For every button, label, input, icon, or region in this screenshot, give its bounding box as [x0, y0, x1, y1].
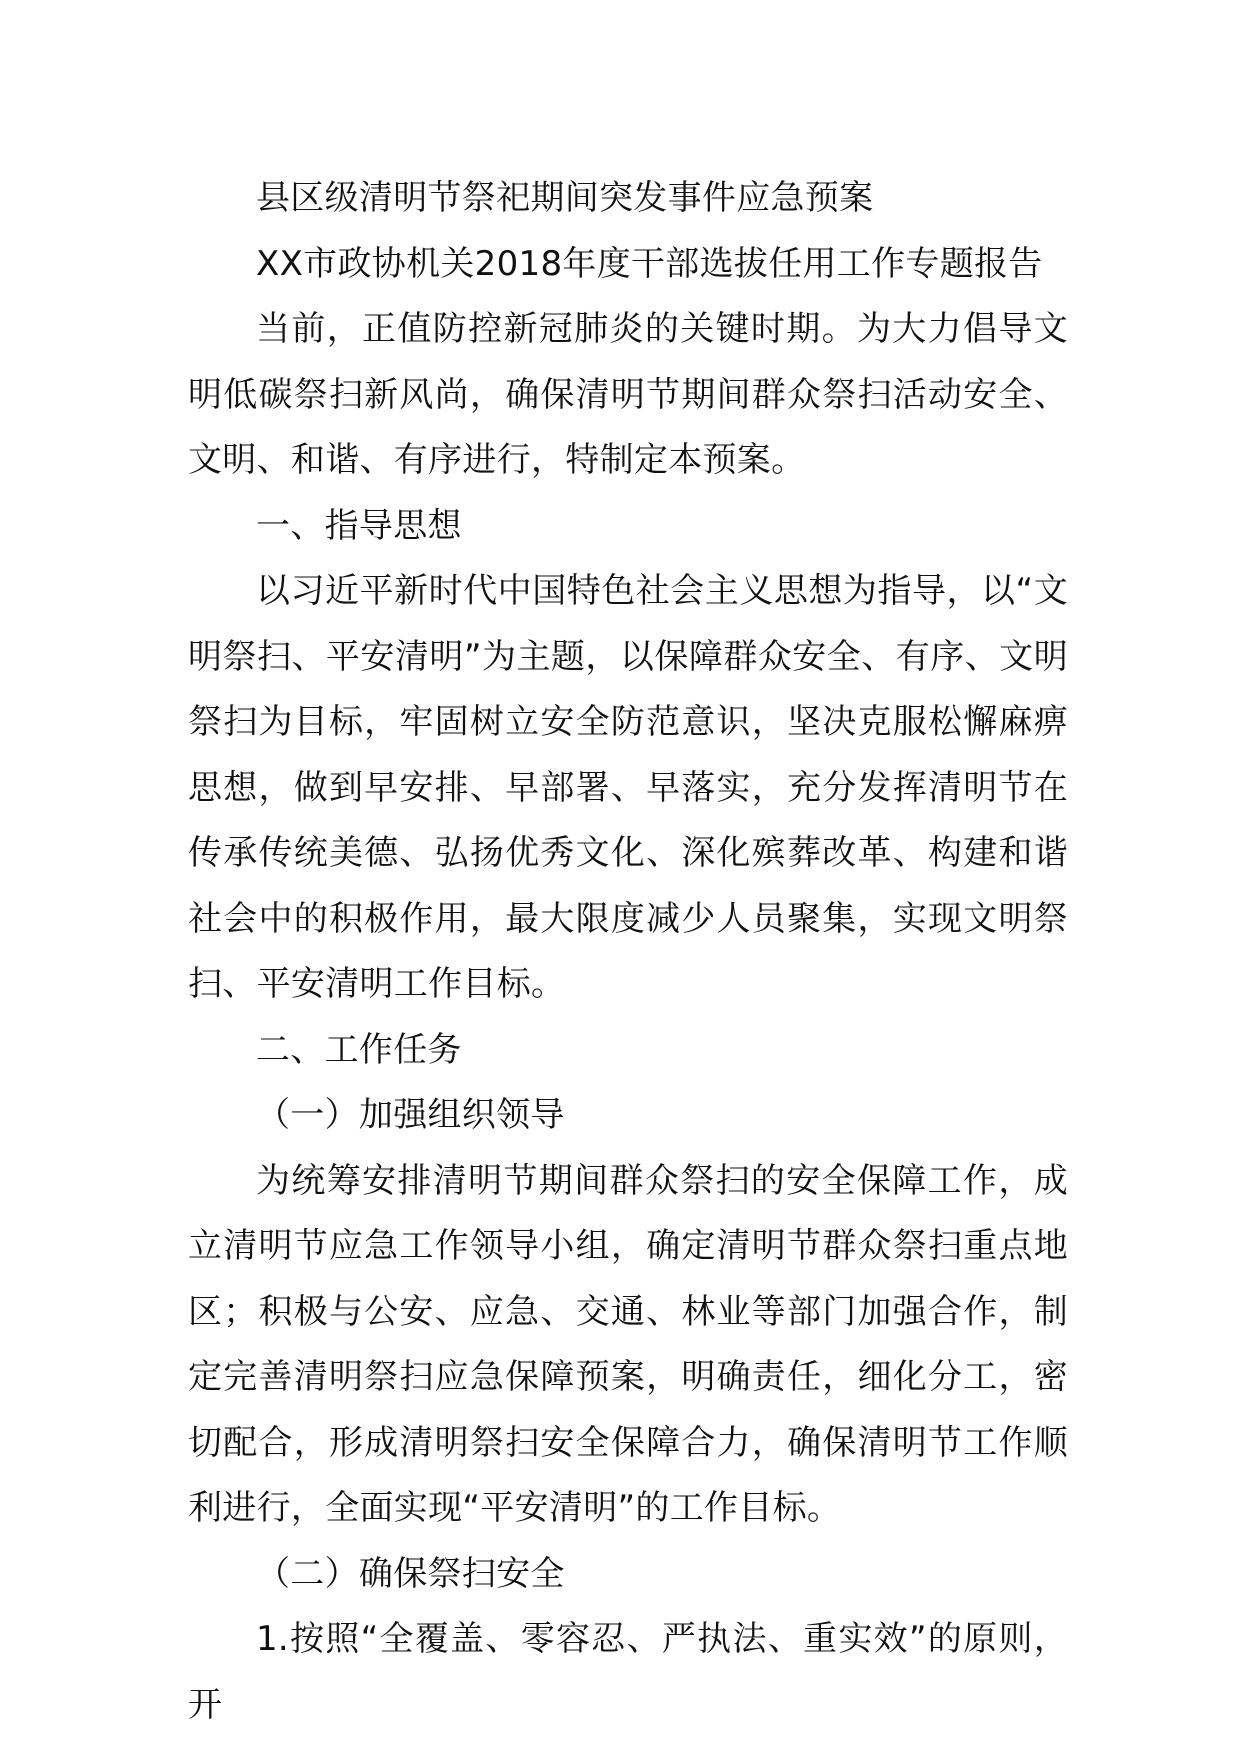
section-heading-1: 一、指导思想 [256, 505, 462, 546]
intro-paragraph: 当前，正值防控新冠肺炎的关键时期。为大力倡导文明低碳祭扫新风尚，确保清明节期间群众祭扫活动安全、文明、和谐、有序进行，特制定本预案。 [188, 309, 1068, 480]
subsection-heading-1: （一）加强组织领导 [256, 1095, 565, 1135]
section-heading-2: 二、工作任务 [256, 1029, 462, 1070]
doc-title: 县区级清明节祭祀期间突发事件应急预案 [256, 178, 874, 218]
organization-paragraph: 为统筹安排清明节期间群众祭扫的安全保障工作，成立清明节应急工作领导小组，确定清明节群众祭扫重点地区；积极与公安、应急、交通、林业等部门加强合作，制定完善清明祭扫应急保障预案，明确责任，细化分工，密切配合，形成清明祭扫安全保障合力，确保清明节工作顺利进行，全面实现“平安清明”的工作目标。 [188, 1160, 1068, 1528]
report-title: XX市政协机关2018年度干部选拔任用工作专题报告 [256, 243, 1043, 284]
guiding-thought-paragraph: 以习近平新时代中国特色社会主义思想为指导，以“文明祭扫、平安清明”为主题，以保障群众安全、有序、文明祭扫为目标，牢固树立安全防范意识，坚决克服松懈麻痹思想，做到早安排、早部署、早落实，充分发挥清明节在传承传统美德、弘扬优秀文化、深化殡葬改革、构建和谐社会中的积极作用，最大限度减少人员聚集，实现文明祭扫、平安清明工作目标。 [188, 571, 1068, 1004]
subsection-heading-2: （二）确保祭扫安全 [256, 1553, 565, 1594]
item-1-paragraph: 1.按照“全覆盖、零容忍、严执法、重实效”的原则，开 [188, 1619, 1068, 1725]
document-body [188, 166, 1068, 1738]
